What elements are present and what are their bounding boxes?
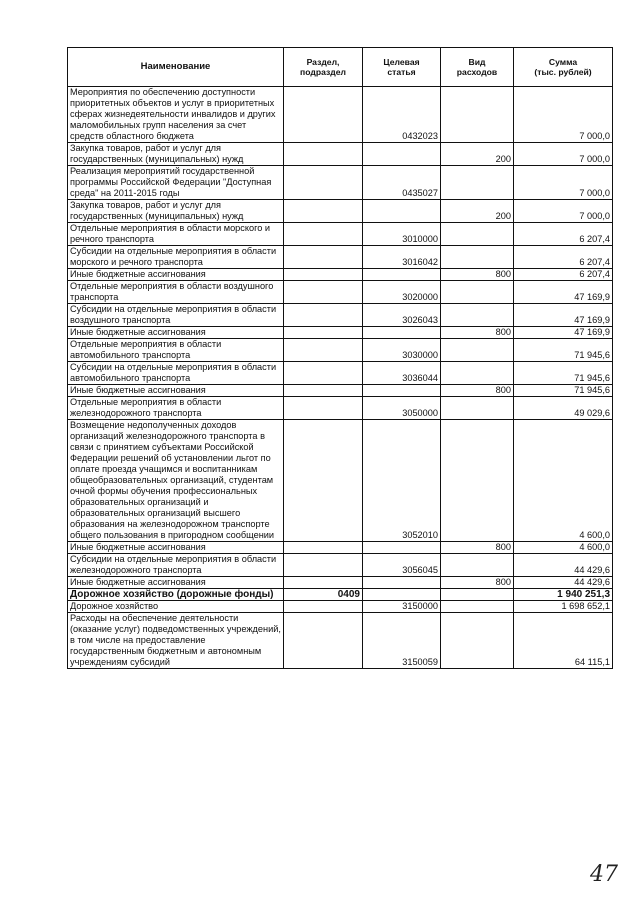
row-target: 3020000 — [363, 281, 441, 304]
row-type: 800 — [441, 542, 514, 554]
row-sum: 64 115,1 — [514, 613, 613, 669]
row-sum: 4 600,0 — [514, 542, 613, 554]
table-row — [68, 362, 613, 385]
row-section — [284, 223, 363, 246]
row-type: 800 — [441, 385, 514, 397]
row-sum: 71 945,6 — [514, 362, 613, 385]
row-name: Отдельные мероприятия в области воздушного транспорта — [68, 281, 284, 304]
table-row — [68, 385, 613, 397]
row-section — [284, 281, 363, 304]
row-sum: 6 207,4 — [514, 223, 613, 246]
table-row — [68, 304, 613, 327]
row-target — [363, 200, 441, 223]
row-type: 800 — [441, 269, 514, 281]
row-name: Отдельные мероприятия в области морского и речного транспорта — [68, 223, 284, 246]
row-target: 3030000 — [363, 339, 441, 362]
row-sum: 6 207,4 — [514, 269, 613, 281]
row-sum: 44 429,6 — [514, 577, 613, 589]
row-target — [363, 589, 441, 601]
table-row — [68, 269, 613, 281]
row-target — [363, 385, 441, 397]
table-row — [68, 200, 613, 223]
table-row — [68, 577, 613, 589]
row-section — [284, 601, 363, 613]
row-sum: 47 169,9 — [514, 304, 613, 327]
row-section — [284, 554, 363, 577]
row-name: Субсидии на отдельные мероприятия в области воздушного транспорта — [68, 304, 284, 327]
row-section — [284, 613, 363, 669]
row-section — [284, 385, 363, 397]
table-row — [68, 339, 613, 362]
header-type: Вид расходов — [441, 48, 514, 87]
row-sum: 47 169,9 — [514, 281, 613, 304]
row-sum: 1 698 652,1 — [514, 601, 613, 613]
row-name: Субсидии на отдельные мероприятия в области морского и речного транспорта — [68, 246, 284, 269]
row-target: 3056045 — [363, 554, 441, 577]
row-name: Иные бюджетные ассигнования — [68, 269, 284, 281]
row-type — [441, 281, 514, 304]
row-name: Субсидии на отдельные мероприятия в области железнодорожного транспорта — [68, 554, 284, 577]
row-sum: 7 000,0 — [514, 166, 613, 200]
row-type: 800 — [441, 577, 514, 589]
table-row — [68, 542, 613, 554]
row-section — [284, 304, 363, 327]
row-target: 0435027 — [363, 166, 441, 200]
row-target — [363, 327, 441, 339]
table-row — [68, 246, 613, 269]
row-name: Дорожное хозяйство (дорожные фонды) — [68, 589, 284, 601]
row-type — [441, 613, 514, 669]
row-name: Отдельные мероприятия в области железнодорожного транспорта — [68, 397, 284, 420]
row-name: Субсидии на отдельные мероприятия в области автомобильного транспорта — [68, 362, 284, 385]
row-type — [441, 601, 514, 613]
header-sum: Сумма (тыс. рублей) — [514, 48, 613, 87]
row-sum: 44 429,6 — [514, 554, 613, 577]
row-section — [284, 200, 363, 223]
table-row — [68, 554, 613, 577]
page-number: 47 — [590, 862, 618, 887]
row-section — [284, 339, 363, 362]
row-type: 200 — [441, 200, 514, 223]
table-body — [68, 87, 613, 669]
row-target: 3052010 — [363, 420, 441, 542]
header-row — [68, 48, 613, 87]
row-sum: 1 940 251,3 — [514, 589, 613, 601]
row-section — [284, 397, 363, 420]
row-name: Мероприятия по обеспечению доступности приоритетных объектов и услуг в приоритетных сферах жизнедеятельности инвалидов и других маломобильных групп населения за счет средств областного бюджета — [68, 87, 284, 143]
row-type — [441, 166, 514, 200]
row-target: 3026043 — [363, 304, 441, 327]
row-target: 3150059 — [363, 613, 441, 669]
row-name: Возмещение недополученных доходов организаций железнодорожного транспорта в связи с принятием субъектами Российской Федерации решений об установлении льгот по оплате проезда учащимся и воспитанникам общеобразовательных организаций, студентам очной формы обучения профессиональных образовательных организаций и образовательных организаций высшего образования на железнодорожном транспорте общего пользования в пригородном сообщении — [68, 420, 284, 542]
row-name: Расходы на обеспечение деятельности (оказание услуг) подведомственных учреждений, в том числе на предоставление государственным бюджетным и автономным учреждениям субсидий — [68, 613, 284, 669]
row-sum: 7 000,0 — [514, 200, 613, 223]
row-name: Иные бюджетные ассигнования — [68, 327, 284, 339]
table-row — [68, 397, 613, 420]
row-section — [284, 143, 363, 166]
row-section — [284, 362, 363, 385]
row-target: 3050000 — [363, 397, 441, 420]
row-name: Реализация мероприятий государственной программы Российской Федерации "Доступная среда" на 2011-2015 годы — [68, 166, 284, 200]
row-type — [441, 223, 514, 246]
row-target — [363, 577, 441, 589]
header-target: Целевая статья — [363, 48, 441, 87]
row-section — [284, 327, 363, 339]
row-section — [284, 542, 363, 554]
row-type — [441, 420, 514, 542]
row-sum: 7 000,0 — [514, 87, 613, 143]
row-target: 3010000 — [363, 223, 441, 246]
row-target: 3036044 — [363, 362, 441, 385]
row-name: Дорожное хозяйство — [68, 601, 284, 613]
table-row — [68, 87, 613, 143]
table-row — [68, 601, 613, 613]
row-section — [284, 166, 363, 200]
row-target: 3016042 — [363, 246, 441, 269]
row-target: 0432023 — [363, 87, 441, 143]
header-name: Наименование — [68, 48, 284, 87]
table-row — [68, 143, 613, 166]
row-name: Отдельные мероприятия в области автомобильного транспорта — [68, 339, 284, 362]
row-sum: 49 029,6 — [514, 397, 613, 420]
row-sum: 7 000,0 — [514, 143, 613, 166]
row-type — [441, 589, 514, 601]
table-row — [68, 589, 613, 601]
row-type — [441, 554, 514, 577]
row-section — [284, 87, 363, 143]
table-row — [68, 327, 613, 339]
row-name: Иные бюджетные ассигнования — [68, 385, 284, 397]
row-section — [284, 269, 363, 281]
row-type — [441, 362, 514, 385]
row-name: Иные бюджетные ассигнования — [68, 542, 284, 554]
row-sum: 4 600,0 — [514, 420, 613, 542]
row-target — [363, 269, 441, 281]
table-row — [68, 420, 613, 542]
row-target — [363, 542, 441, 554]
row-name: Иные бюджетные ассигнования — [68, 577, 284, 589]
table-row — [68, 613, 613, 669]
table-row — [68, 166, 613, 200]
row-type: 800 — [441, 327, 514, 339]
table-header — [68, 48, 613, 87]
row-name: Закупка товаров, работ и услуг для государственных (муниципальных) нужд — [68, 200, 284, 223]
budget-table — [67, 47, 613, 669]
row-type — [441, 304, 514, 327]
row-section: 0409 — [284, 589, 363, 601]
row-section — [284, 246, 363, 269]
row-sum: 71 945,6 — [514, 385, 613, 397]
row-section — [284, 420, 363, 542]
row-type: 200 — [441, 143, 514, 166]
row-type — [441, 246, 514, 269]
row-sum: 6 207,4 — [514, 246, 613, 269]
row-sum: 71 945,6 — [514, 339, 613, 362]
row-target — [363, 143, 441, 166]
header-section: Раздел, подраздел — [284, 48, 363, 87]
row-type — [441, 397, 514, 420]
row-target: 3150000 — [363, 601, 441, 613]
row-sum: 47 169,9 — [514, 327, 613, 339]
row-type — [441, 339, 514, 362]
table-row — [68, 223, 613, 246]
table-row — [68, 281, 613, 304]
row-type — [441, 87, 514, 143]
row-name: Закупка товаров, работ и услуг для государственных (муниципальных) нужд — [68, 143, 284, 166]
row-section — [284, 577, 363, 589]
